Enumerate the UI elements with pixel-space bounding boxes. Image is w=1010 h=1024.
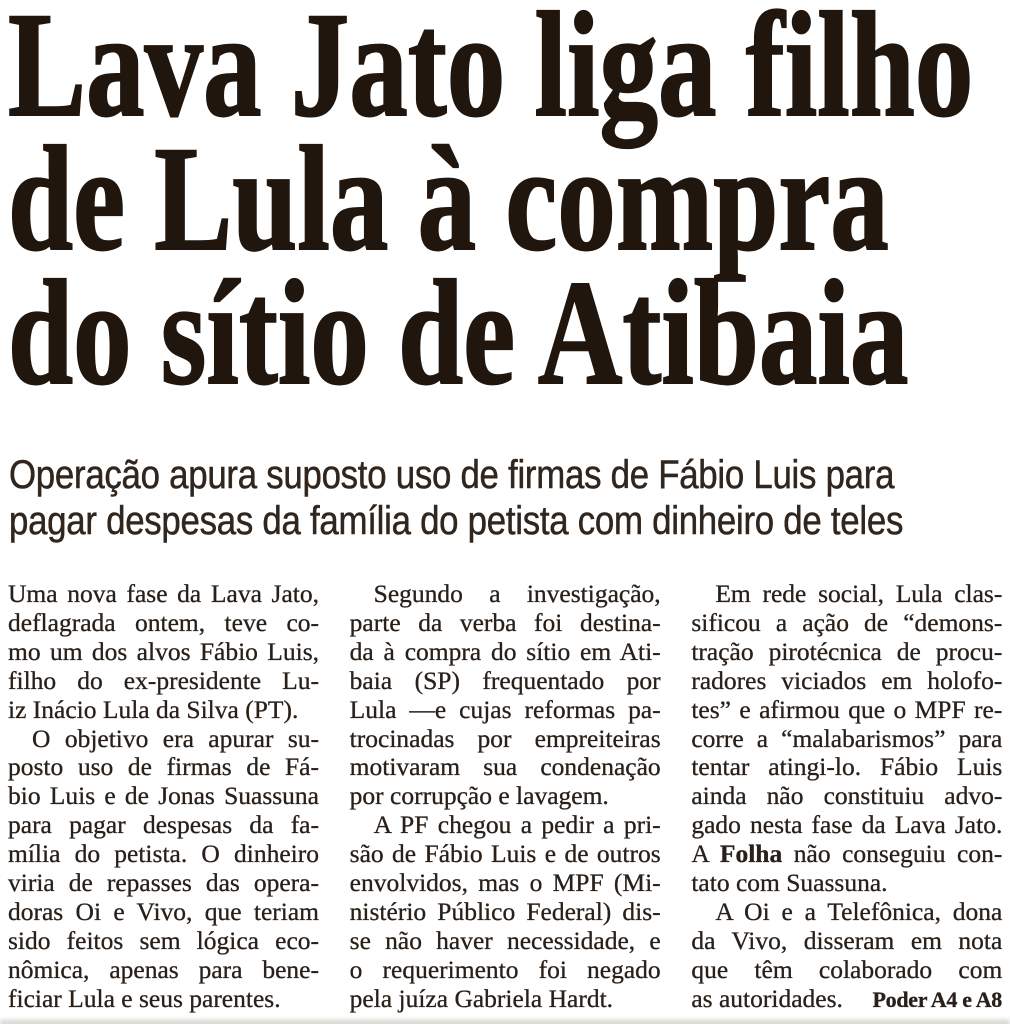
body-line: pela juíza Gabriela Hardt. <box>349 983 614 1013</box>
body-line: Segundo a investigação, <box>373 579 661 608</box>
body-line: nistério Público Federal) dis- <box>349 896 661 926</box>
subhead-line: Operação apura suposto uso de firmas de Fábio Luis para <box>9 453 895 497</box>
body-column-1 <box>8 580 319 1015</box>
body-line: motivaram sua condenação <box>349 752 661 782</box>
body-line: doras Oi e Vivo, que teriam <box>8 896 319 926</box>
subhead-line: pagar despesas da família do petista com dinheiro de teles <box>9 499 904 543</box>
body-line: da Vivo, disseram em nota <box>691 925 1003 955</box>
body-column-2 <box>350 580 661 1015</box>
bold-segment: Folha <box>719 839 783 869</box>
body-line: envolvidos, mas o MPF (Mi- <box>349 868 661 898</box>
body-line: tes” e afirmou que o MPF re- <box>691 694 1003 724</box>
body-line: tração pirotécnica de procu- <box>691 636 1003 666</box>
article-subhead <box>9 452 903 544</box>
body-line: corre a “malabarismos” para <box>691 723 1003 753</box>
body-line: por corrupção e lavagem. <box>349 781 609 811</box>
body-line: A PF chegou a pedir a pri- <box>373 810 661 840</box>
body-line: Uma nova fase da Lava Jato, <box>8 579 319 608</box>
body-line: sificou a ação de “demons- <box>691 607 1003 637</box>
body-line: o requerimento foi negado <box>349 954 661 984</box>
body-line: se não haver necessidade, e <box>349 925 661 955</box>
body-line: gado nesta fase da Lava Jato. <box>691 810 1003 840</box>
body-line: posto uso de firmas de Fá- <box>8 752 319 782</box>
body-line: A Oi e a Telefônica, dona <box>715 896 1003 926</box>
body-line: sido feitos sem lógica eco- <box>8 925 319 955</box>
body-line: são de Fábio Luis e de outros <box>349 839 661 869</box>
body-line: Em rede social, Lula clas- <box>715 579 1003 608</box>
body-line: para pagar despesas da fa- <box>8 810 319 840</box>
body-line: ficiar Lula e seus parentes. <box>8 983 281 1013</box>
body-line: tato com Suassuna. <box>691 868 888 898</box>
body-line: tentar atingi-lo. Fábio Luis <box>691 752 1003 782</box>
body-line: as autoridades. Poder A4 e A8 <box>691 983 1003 1013</box>
body-line: deflagrada ontem, teve co- <box>8 607 319 637</box>
body-line: nômica, apenas para bene- <box>8 954 319 984</box>
body-line: A Folha não conseguiu con- <box>691 839 1003 869</box>
page-bottom-scan-artifact <box>0 1019 1010 1024</box>
body-line: trocinadas por empreiteiras <box>349 723 661 753</box>
body-line: O objetivo era apurar su- <box>32 723 319 753</box>
body-line: ainda não constituiu advo- <box>691 781 1003 811</box>
headline-line: Lava Jato liga filho <box>8 0 974 148</box>
body-line: mo um dos alvos Fábio Luis, <box>8 636 319 666</box>
body-line: baia (SP) frequentado por <box>349 665 661 695</box>
body-line: filho do ex-presidente Lu- <box>8 665 319 695</box>
body-line: mília do petista. O dinheiro <box>8 839 319 869</box>
body-line: viria de repasses das opera- <box>8 868 319 898</box>
body-line: da à compra do sítio em Ati- <box>349 636 661 666</box>
body-line: bio Luis e de Jonas Suassuna <box>8 781 319 811</box>
body-line: Lula —e cujas reformas pa- <box>349 694 661 724</box>
body-line: que têm colaborado com <box>691 954 1003 984</box>
bold-segment: Poder A4 e A8 <box>872 986 1003 1012</box>
article-body <box>8 580 1002 1015</box>
body-line: radores viciados em holofo- <box>691 665 1003 695</box>
headline-line: de Lula à compra <box>8 116 889 282</box>
body-line: iz Inácio Lula da Silva (PT). <box>8 694 299 724</box>
body-column-3 <box>691 580 1002 1015</box>
headline-line: do sítio de Atibaia <box>8 250 909 416</box>
article-headline <box>8 0 974 416</box>
body-line: parte da verba foi destina- <box>349 607 661 637</box>
